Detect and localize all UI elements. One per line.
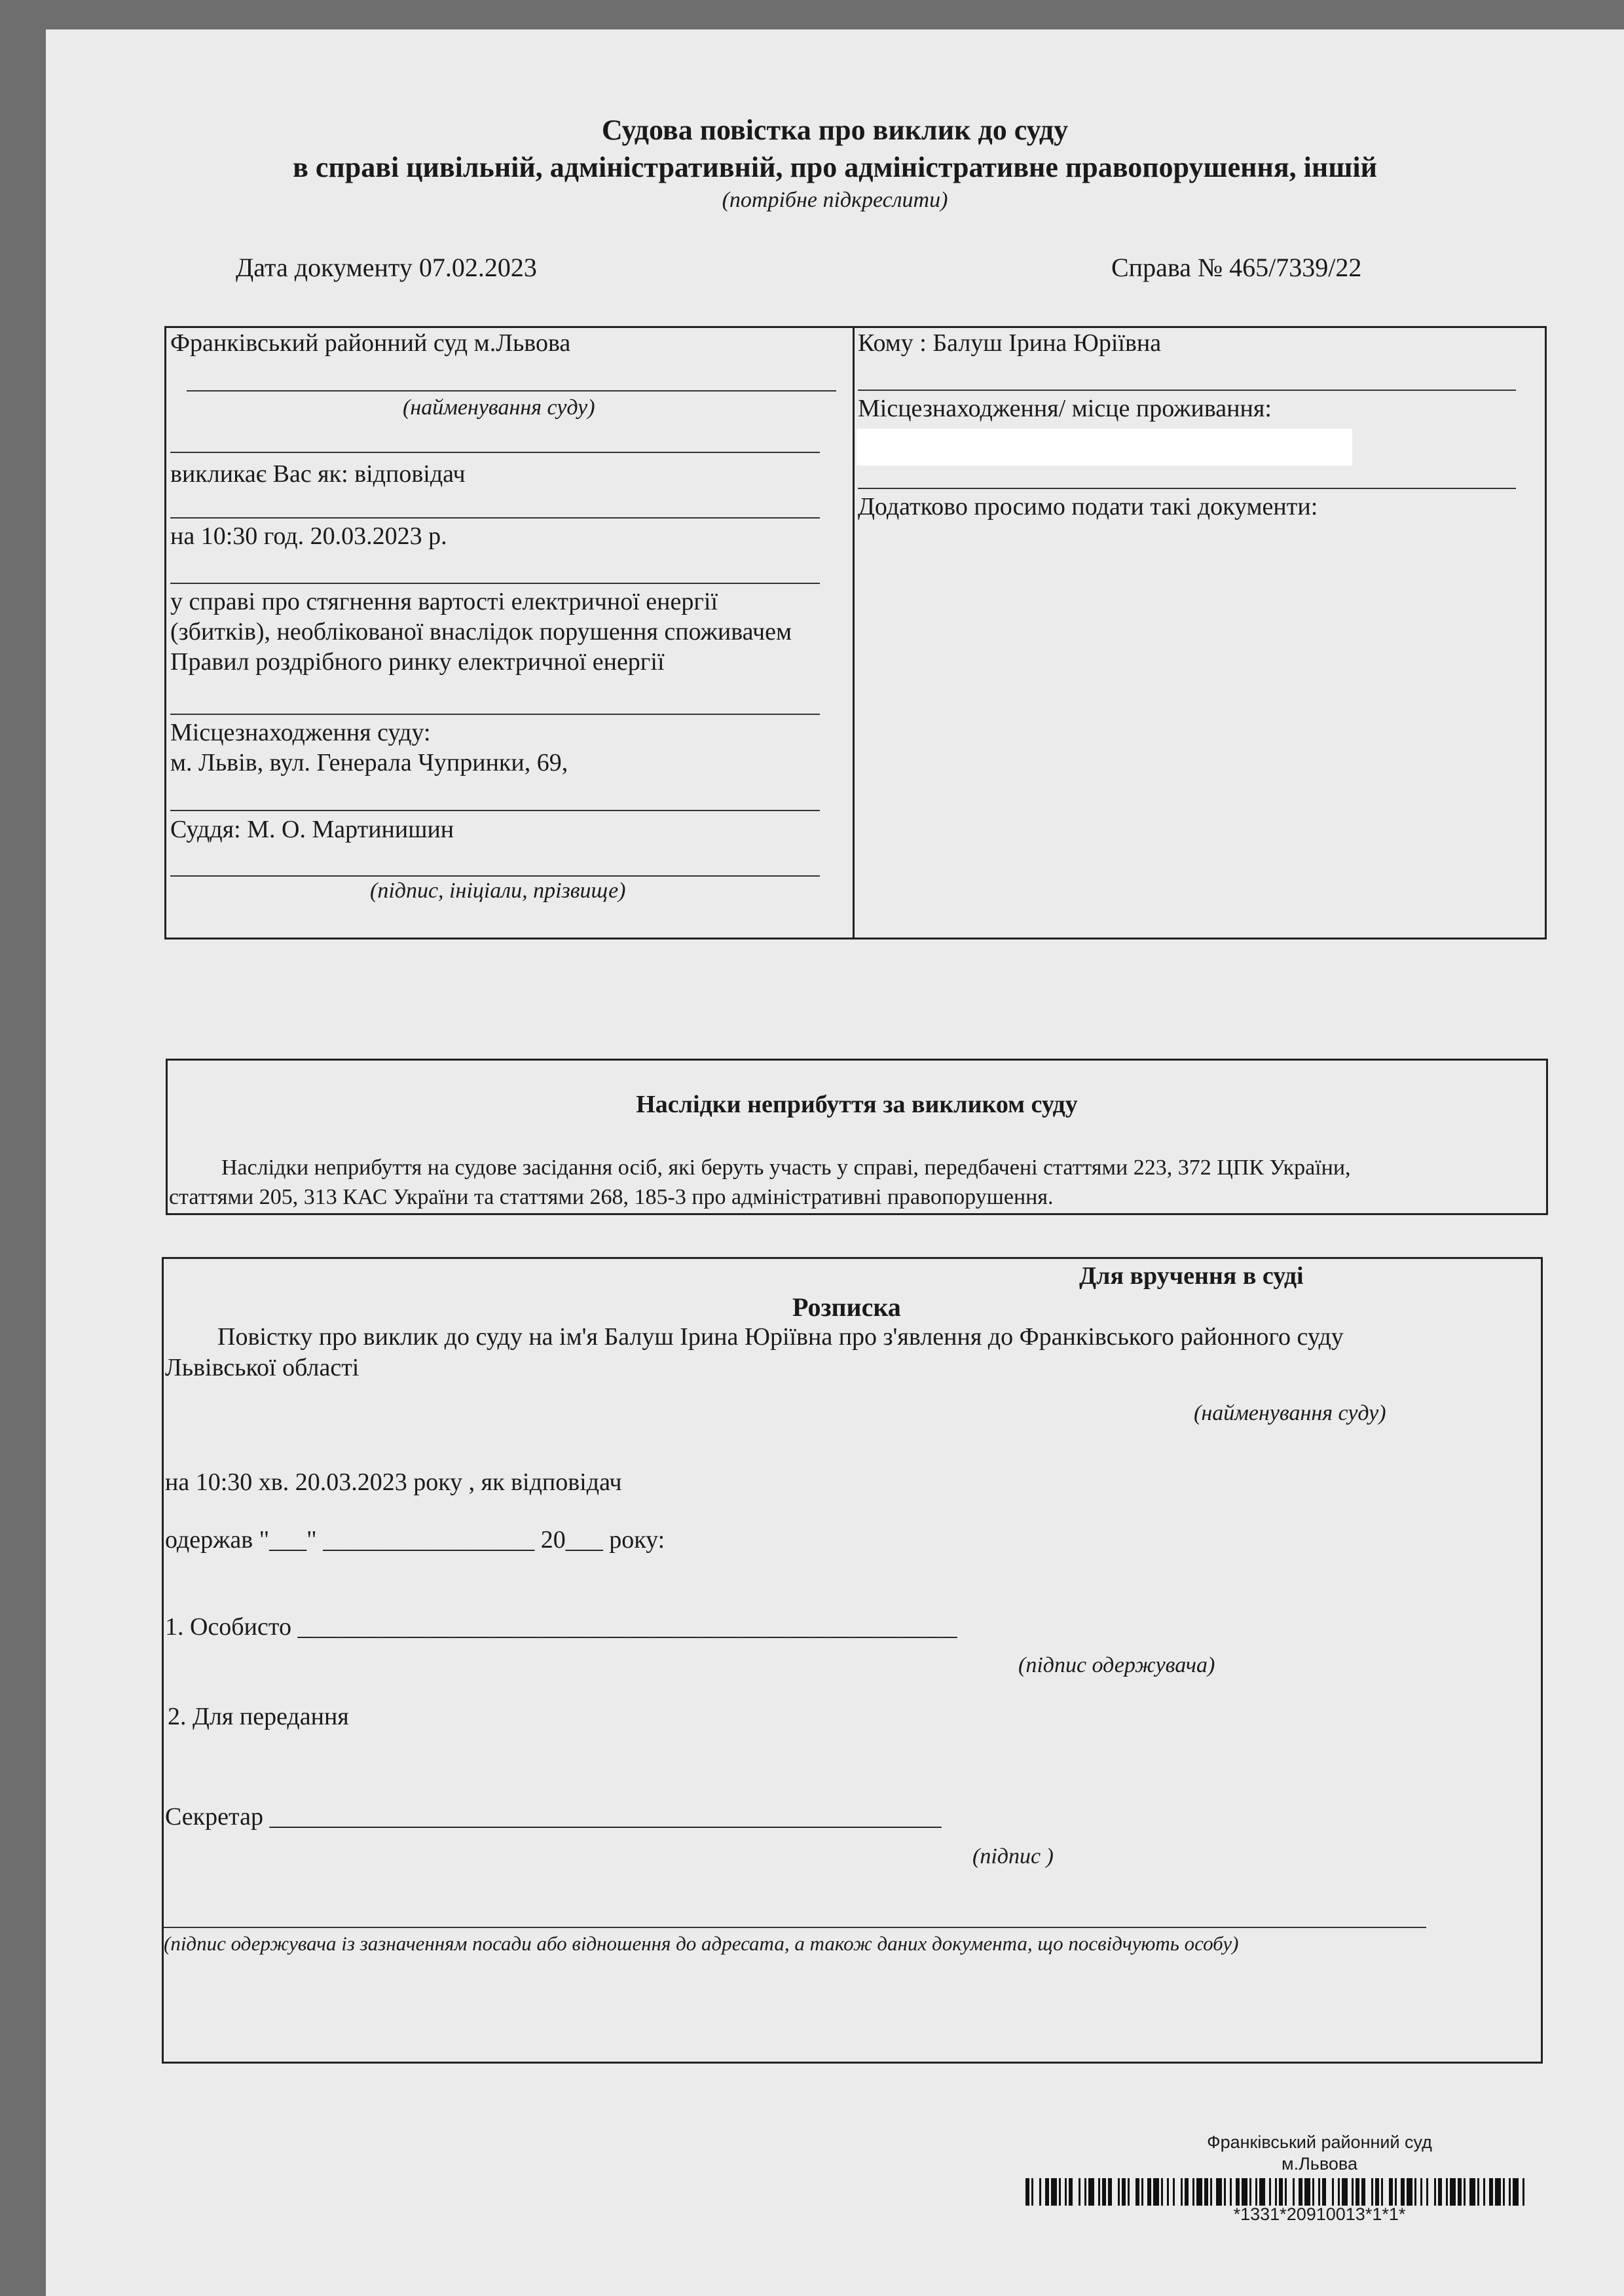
barcode [1025,2178,1526,2206]
court-location-label: Місцезнаходження суду: [170,719,431,746]
document-date: Дата документу 07.02.2023 [236,253,537,282]
underline-note: (потрібне підкреслити) [722,188,948,212]
barcode-bar [1407,2178,1412,2206]
rule [858,390,1516,391]
consequences-title: Наслідки неприбуття за викликом суду [636,1091,1078,1118]
secretary-line: Секретар ______________________________________________________ [165,1803,942,1831]
barcode-bar [1495,2178,1501,2206]
rule [858,488,1516,489]
rule [170,810,820,811]
barcode-bar [1524,2178,1526,2206]
barcode-bar [1153,2178,1159,2206]
barcode-bar [1216,2178,1222,2206]
barcode-bar [1259,2178,1265,2206]
barcode-bar [1051,2178,1057,2206]
case-subject-line-3: Правил роздрібного ринку електричної енергії [170,648,665,676]
calls-as: викликає Вас як: відповідач [170,460,466,488]
barcode-bar [1196,2178,1202,2206]
judge-caption: (підпис, ініціали, прізвище) [370,879,626,903]
receipt-title: Розписка [792,1292,901,1322]
stamp-court-line-2: м.Львова [1282,2154,1357,2174]
receipt-footer-note: (підпис одержувача із зазначенням посади або відношення до адресата, а також даних документа, що посвідчують особу) [164,1932,1239,1955]
receipt-text-line-2: Львівської області [165,1354,360,1381]
rule [170,517,820,519]
rule [170,714,820,715]
transfer-line: 2. Для передання [168,1703,349,1730]
consequences-text-line-1: Наслідки неприбуття на судове засідання осіб, які беруть участь у справі, передбачені статтями 223, 372 ЦПК України, [221,1156,1351,1180]
barcode-text: *1331*20910013*1*1* [1233,2204,1406,2224]
barcode-bar [1450,2178,1456,2206]
receipt-hearing-time: на 10:30 хв. 20.03.2023 року , як відповідач [165,1468,622,1496]
barcode-bar [1130,2178,1135,2206]
barcode-bar [1175,2178,1181,2206]
case-number: Справа № 465/7339/22 [1111,253,1362,282]
barcode-bar [1342,2178,1348,2206]
case-subject-line-2: (збитків), необлікованої внаслідок порушення споживачем [170,618,792,646]
consequences-text-line-2: статтями 205, 313 КАС України та статтями 268, 185-3 про адміністративні правопорушення. [169,1185,1054,1209]
barcode-bar [1112,2178,1118,2206]
personally-line: 1. Особисто _____________________________________________________ [165,1613,957,1641]
residence-label: Місцезнаходження/ місце проживання: [858,395,1272,422]
court-caption: (найменування суду) [403,395,595,420]
barcode-bar [1365,2178,1371,2206]
case-subject-line-1: у справі про стягнення вартості електричної енергії [170,588,718,615]
barcode-bar [1428,2178,1434,2206]
court-name: Франківський районний суд м.Львова [170,329,571,357]
barcode-bar [1033,2178,1039,2206]
barcode-bar [1088,2178,1094,2206]
barcode-bar [1073,2178,1079,2206]
receipt-court-caption: (найменування суду) [1194,1401,1386,1425]
rule [164,1927,1426,1928]
barcode-bar [1383,2178,1389,2206]
rule [170,452,820,453]
court-location: м. Львів, вул. Генерала Чупринки, 69, [170,749,568,776]
rule [170,583,820,584]
stamp-court-line-1: Франківський районний суд [1207,2132,1432,2152]
secretary-signature-caption: (підпис ) [972,1844,1054,1868]
barcode-bar [1326,2178,1332,2206]
receipt-text-line-1: Повістку про виклик до суду на ім'я Балуш Ірина Юріївна про з'явлення до Франківського районного суду [217,1323,1344,1351]
rule [170,875,820,877]
received-date: одержав "___" _________________ 20___ року: [165,1526,665,1554]
barcode-bar [1304,2178,1310,2206]
rule [187,390,836,392]
redacted-address [857,429,1352,465]
document-title: Судова повістка про виклик до суду [601,114,1069,146]
hearing-time: на 10:30 год. 20.03.2023 р. [170,522,447,550]
barcode-bar [1287,2178,1293,2206]
barcode-bar [1469,2178,1475,2206]
barcode-bar [1513,2178,1519,2206]
recipient-signature-caption: (підпис одержувача) [1018,1653,1215,1677]
for-court-delivery: Для вручення в суді [1079,1262,1304,1290]
extra-documents-label: Додатково просимо подати такі документи: [858,493,1318,520]
document-subtitle: в справі цивільній, адміністративній, про адміністративне правопорушення, іншій [293,151,1377,183]
barcode-bar [1242,2178,1247,2206]
recipient: Кому : Балуш Ірина Юріївна [858,329,1162,357]
summons-divider [853,326,855,939]
document-page [46,29,1624,2296]
judge-name: Суддя: М. О. Мартинишин [170,816,454,843]
